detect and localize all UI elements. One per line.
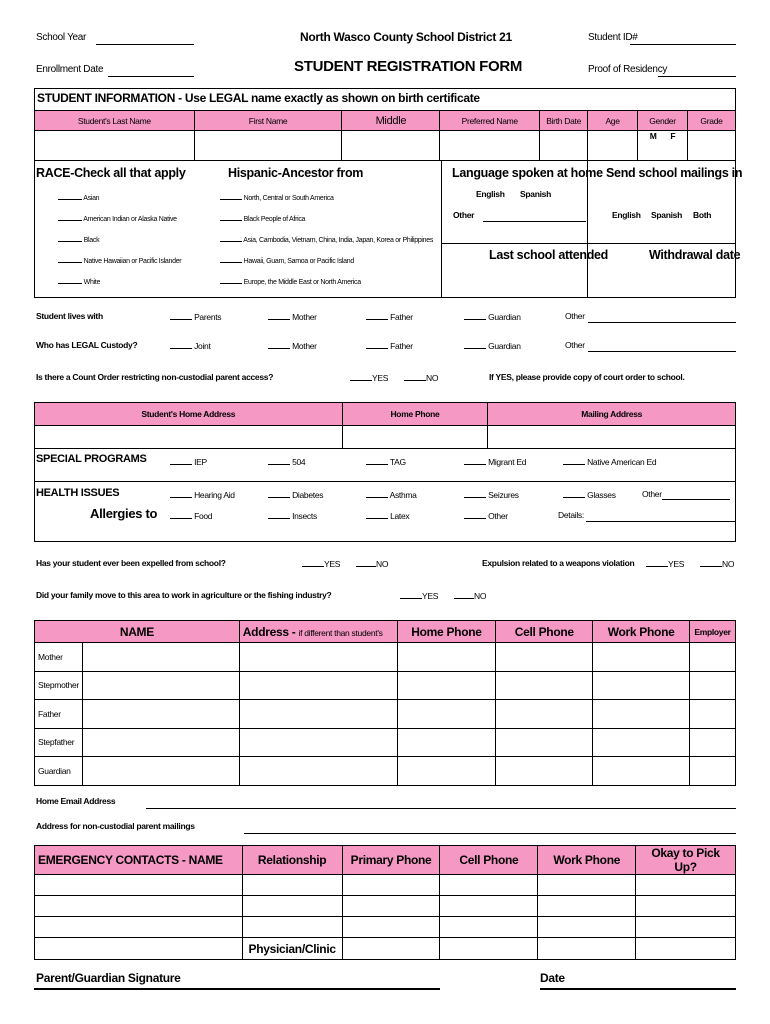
- language-heading: Language spoken at home: [452, 166, 603, 180]
- noncustodial-address-label: Address for non-custodial parent mailings: [36, 821, 195, 831]
- student-id-field[interactable]: [630, 44, 736, 45]
- emergency-1-cell-phone[interactable]: [440, 875, 538, 896]
- emergency-2-work-phone[interactable]: [538, 896, 636, 917]
- col-emergency-work-phone: Work Phone: [538, 846, 636, 875]
- mailings-english[interactable]: English: [612, 210, 641, 220]
- col-parent-work-phone: Work Phone: [593, 621, 690, 643]
- emergency-3-name[interactable]: [35, 917, 243, 938]
- form-title: STUDENT REGISTRATION FORM: [294, 58, 523, 75]
- allergy-details-label: Details:: [558, 510, 584, 520]
- race-heading: RACE-Check all that apply: [36, 166, 186, 180]
- custody-joint[interactable]: Joint: [170, 340, 211, 351]
- program-migrant-ed[interactable]: Migrant Ed: [464, 456, 526, 467]
- father-employer-input[interactable]: [690, 700, 736, 729]
- program-iep[interactable]: IEP: [170, 456, 207, 467]
- health-hearing-aid[interactable]: Hearing Aid: [170, 489, 235, 500]
- mailings-heading: Send school mailings in: [606, 166, 743, 180]
- birth-date-input[interactable]: [540, 131, 588, 161]
- emergency-3-pickup[interactable]: [636, 917, 736, 938]
- emergency-1-name[interactable]: [35, 875, 243, 896]
- date-field[interactable]: [540, 988, 736, 990]
- emergency-2-name[interactable]: [35, 896, 243, 917]
- health-glasses[interactable]: Glasses: [563, 489, 616, 500]
- expelled-question: Has your student ever been expelled from school?: [36, 558, 226, 568]
- language-english[interactable]: English: [476, 189, 505, 199]
- parents-table: [34, 620, 736, 786]
- emergency-3-primary-phone[interactable]: [342, 917, 440, 938]
- physician-pickup-input[interactable]: [636, 938, 736, 960]
- lives-with-father[interactable]: Father: [366, 311, 413, 322]
- stepmother-cell-phone-input[interactable]: [496, 671, 593, 700]
- student-info-heading: STUDENT INFORMATION - Use LEGAL name exactly as shown on birth certificate: [37, 91, 480, 105]
- expelled-yes[interactable]: YES: [302, 558, 340, 569]
- col-mailing-address: Mailing Address: [488, 403, 736, 426]
- home-phone-input[interactable]: [342, 426, 488, 449]
- race-asian[interactable]: Asian: [58, 191, 99, 202]
- school-year-field[interactable]: [96, 44, 194, 45]
- withdrawal-date-label: Withdrawal date: [649, 248, 741, 262]
- mailing-address-input[interactable]: [488, 426, 736, 449]
- expelled-no[interactable]: NO: [356, 558, 388, 569]
- stepmother-home-phone-input[interactable]: [397, 671, 496, 700]
- allergy-details-field[interactable]: [586, 521, 736, 522]
- grade-input[interactable]: [687, 131, 735, 161]
- program-native-american-ed[interactable]: Native American Ed: [563, 456, 656, 467]
- father-name-input[interactable]: [82, 700, 239, 729]
- physician-name-input[interactable]: [35, 938, 243, 960]
- stepfather-employer-input[interactable]: [690, 728, 736, 757]
- race-pacific-islander[interactable]: Native Hawaiian or Pacific Islander: [58, 254, 181, 265]
- district-name: North Wasco County School District 21: [300, 30, 512, 44]
- stepfather-name-input[interactable]: [82, 728, 239, 757]
- col-emergency-pickup: Okay to Pick Up?: [636, 846, 736, 875]
- court-order-yes[interactable]: YES: [350, 372, 388, 383]
- address-table: [34, 402, 736, 449]
- preferred-name-input[interactable]: [440, 131, 540, 161]
- agriculture-no[interactable]: NO: [454, 590, 486, 601]
- row-label-stepmother: Stepmother: [35, 671, 83, 700]
- row-label-mother: Mother: [35, 643, 83, 672]
- last-name-input[interactable]: [35, 131, 195, 161]
- col-home-address: Student's Home Address: [35, 403, 343, 426]
- custody-father[interactable]: Father: [366, 340, 413, 351]
- home-address-input[interactable]: [35, 426, 343, 449]
- col-parent-cell-phone: Cell Phone: [496, 621, 593, 643]
- hispanic-pacific[interactable]: Hawaii, Guam, Samoa or Pacific Island: [220, 254, 354, 265]
- language-spanish[interactable]: Spanish: [520, 189, 551, 199]
- special-programs-label: SPECIAL PROGRAMS: [36, 453, 147, 465]
- emergency-2-cell-phone[interactable]: [440, 896, 538, 917]
- allergy-food[interactable]: Food: [170, 510, 212, 521]
- stepfather-address-input[interactable]: [239, 728, 397, 757]
- col-emergency-relationship: Relationship: [242, 846, 342, 875]
- col-emergency-primary-phone: Primary Phone: [342, 846, 440, 875]
- mother-address-input[interactable]: [239, 643, 397, 672]
- emergency-2-primary-phone[interactable]: [342, 896, 440, 917]
- father-address-input[interactable]: [239, 700, 397, 729]
- court-order-no[interactable]: NO: [404, 372, 438, 383]
- col-grade: Grade: [687, 111, 735, 131]
- col-preferred-name: Preferred Name: [440, 111, 540, 131]
- col-emergency-cell-phone: Cell Phone: [440, 846, 538, 875]
- emergency-table: [34, 845, 736, 960]
- programs-divider: [34, 481, 736, 482]
- guardian-name-input[interactable]: [82, 757, 239, 786]
- guardian-work-phone-input[interactable]: [593, 757, 690, 786]
- hispanic-africa[interactable]: Black People of Africa: [220, 212, 305, 223]
- program-504[interactable]: 504: [268, 456, 305, 467]
- language-other-field[interactable]: [483, 221, 586, 222]
- physician-work-input[interactable]: [538, 938, 636, 960]
- race-white[interactable]: White: [58, 275, 100, 286]
- enrollment-date-label: Enrollment Date: [36, 64, 104, 75]
- proof-of-residency-label: Proof of Residency: [588, 64, 668, 75]
- stepmother-employer-input[interactable]: [690, 671, 736, 700]
- father-home-phone-input[interactable]: [397, 700, 496, 729]
- guardian-employer-input[interactable]: [690, 757, 736, 786]
- custody-other-label: Other: [565, 340, 585, 350]
- enrollment-date-field[interactable]: [108, 76, 194, 77]
- stepmother-address-input[interactable]: [239, 671, 397, 700]
- divider-last-school: [441, 243, 736, 244]
- last-school-label: Last school attended: [489, 248, 609, 262]
- student-id-label: Student ID#: [588, 32, 638, 43]
- row-label-stepfather: Stepfather: [35, 728, 83, 757]
- mother-work-phone-input[interactable]: [593, 643, 690, 672]
- lives-with-guardian[interactable]: Guardian: [464, 311, 521, 322]
- emergency-2-relationship[interactable]: [242, 896, 342, 917]
- physician-cell-input[interactable]: [440, 938, 538, 960]
- lives-with-mother[interactable]: Mother: [268, 311, 317, 322]
- school-year-label: School Year: [36, 32, 87, 43]
- col-last-name: Student's Last Name: [35, 111, 195, 131]
- home-email-label: Home Email Address: [36, 796, 116, 806]
- col-age: Age: [588, 111, 638, 131]
- age-input[interactable]: [588, 131, 638, 161]
- emergency-1-pickup[interactable]: [636, 875, 736, 896]
- court-order-question: Is there a Count Order restricting non-custodial parent access?: [36, 372, 274, 382]
- divider-language: [441, 160, 442, 298]
- divider-mailings: [587, 160, 588, 298]
- first-name-input[interactable]: [194, 131, 342, 161]
- emergency-2-pickup[interactable]: [636, 896, 736, 917]
- weapons-yes[interactable]: YES: [646, 558, 684, 569]
- hispanic-heading: Hispanic-Ancestor from: [228, 166, 364, 180]
- health-other-label: Other: [642, 489, 662, 499]
- weapons-question: Expulsion related to a weapons violation: [482, 558, 635, 568]
- allergy-other[interactable]: Other: [464, 510, 508, 521]
- lives-with-label: Student lives with: [36, 311, 103, 321]
- emergency-3-relationship[interactable]: [242, 917, 342, 938]
- custody-label: Who has LEGAL Custody?: [36, 340, 138, 350]
- emergency-3-work-phone[interactable]: [538, 917, 636, 938]
- guardian-address-input[interactable]: [239, 757, 397, 786]
- program-tag[interactable]: TAG: [366, 456, 406, 467]
- lives-with-other-field[interactable]: [588, 322, 736, 323]
- stepfather-home-phone-input[interactable]: [397, 728, 496, 757]
- health-other-field[interactable]: [662, 499, 730, 500]
- col-home-phone: Home Phone: [342, 403, 488, 426]
- home-email-field[interactable]: [146, 808, 736, 809]
- student-name-table: [34, 110, 736, 161]
- custody-mother[interactable]: Mother: [268, 340, 317, 351]
- weapons-no[interactable]: NO: [700, 558, 734, 569]
- guardian-home-phone-input[interactable]: [397, 757, 496, 786]
- custody-other-field[interactable]: [588, 351, 736, 352]
- physician-phone-input[interactable]: [342, 938, 440, 960]
- health-seizures[interactable]: Seizures: [464, 489, 519, 500]
- guardian-cell-phone-input[interactable]: [496, 757, 593, 786]
- col-gender: Gender: [638, 111, 688, 131]
- mailings-both[interactable]: Both: [693, 210, 712, 220]
- agriculture-question: Did your family move to this area to work in agriculture or the fishing industry?: [36, 590, 332, 600]
- col-parent-name: NAME: [35, 621, 240, 643]
- emergency-3-cell-phone[interactable]: [440, 917, 538, 938]
- emergency-1-relationship[interactable]: [242, 875, 342, 896]
- allergy-insects[interactable]: Insects: [268, 510, 317, 521]
- signature-label: Parent/Guardian Signature: [36, 971, 181, 985]
- middle-name-input[interactable]: [342, 131, 440, 161]
- agriculture-yes[interactable]: YES: [400, 590, 438, 601]
- custody-guardian[interactable]: Guardian: [464, 340, 521, 351]
- physician-clinic-label: Physician/Clinic: [242, 938, 342, 960]
- col-first-name: First Name: [194, 111, 342, 131]
- col-middle: Middle: [342, 111, 440, 131]
- allergies-label: Allergies to: [90, 506, 158, 521]
- court-order-note: If YES, please provide copy of court order to school.: [489, 372, 685, 382]
- race-black[interactable]: Black: [58, 233, 99, 244]
- col-parent-address: Address - if different than student's: [239, 621, 397, 643]
- emergency-1-work-phone[interactable]: [538, 875, 636, 896]
- health-issues-label: HEALTH ISSUES: [36, 487, 120, 499]
- row-label-father: Father: [35, 700, 83, 729]
- lives-with-parents[interactable]: Parents: [170, 311, 221, 322]
- stepfather-cell-phone-input[interactable]: [496, 728, 593, 757]
- date-label: Date: [540, 971, 565, 985]
- father-work-phone-input[interactable]: [593, 700, 690, 729]
- emergency-1-primary-phone[interactable]: [342, 875, 440, 896]
- col-parent-home-phone: Home Phone: [397, 621, 496, 643]
- language-other-label: Other: [453, 210, 475, 220]
- race-american-indian[interactable]: American Indian or Alaska Native: [58, 212, 177, 223]
- gender-input[interactable]: [638, 131, 688, 161]
- row-label-guardian: Guardian: [35, 757, 83, 786]
- hispanic-asia[interactable]: Asia, Cambodia, Vietnam, China, India, Japan, Korea or Philippines: [220, 233, 433, 244]
- lives-with-other-label: Other: [565, 311, 585, 321]
- allergy-latex[interactable]: Latex: [366, 510, 409, 521]
- gender-m[interactable]: M: [649, 131, 657, 141]
- hispanic-americas[interactable]: North, Central or South America: [220, 191, 334, 202]
- hispanic-europe[interactable]: Europe, the Middle East or North America: [220, 275, 361, 286]
- col-birth-date: Birth Date: [540, 111, 588, 131]
- col-emergency-name: EMERGENCY CONTACTS - NAME: [35, 846, 243, 875]
- stepmother-name-input[interactable]: [82, 671, 239, 700]
- signature-field[interactable]: [34, 988, 440, 990]
- mother-cell-phone-input[interactable]: [496, 643, 593, 672]
- mother-name-input[interactable]: [82, 643, 239, 672]
- noncustodial-address-field[interactable]: [244, 833, 736, 834]
- col-parent-employer: Employer: [690, 621, 736, 643]
- health-diabetes[interactable]: Diabetes: [268, 489, 323, 500]
- mailings-spanish[interactable]: Spanish: [651, 210, 682, 220]
- proof-of-residency-field[interactable]: [658, 76, 736, 77]
- gender-f[interactable]: F: [670, 131, 676, 141]
- health-asthma[interactable]: Asthma: [366, 489, 417, 500]
- stepmother-work-phone-input[interactable]: [593, 671, 690, 700]
- mother-home-phone-input[interactable]: [397, 643, 496, 672]
- stepfather-work-phone-input[interactable]: [593, 728, 690, 757]
- father-cell-phone-input[interactable]: [496, 700, 593, 729]
- mother-employer-input[interactable]: [690, 643, 736, 672]
